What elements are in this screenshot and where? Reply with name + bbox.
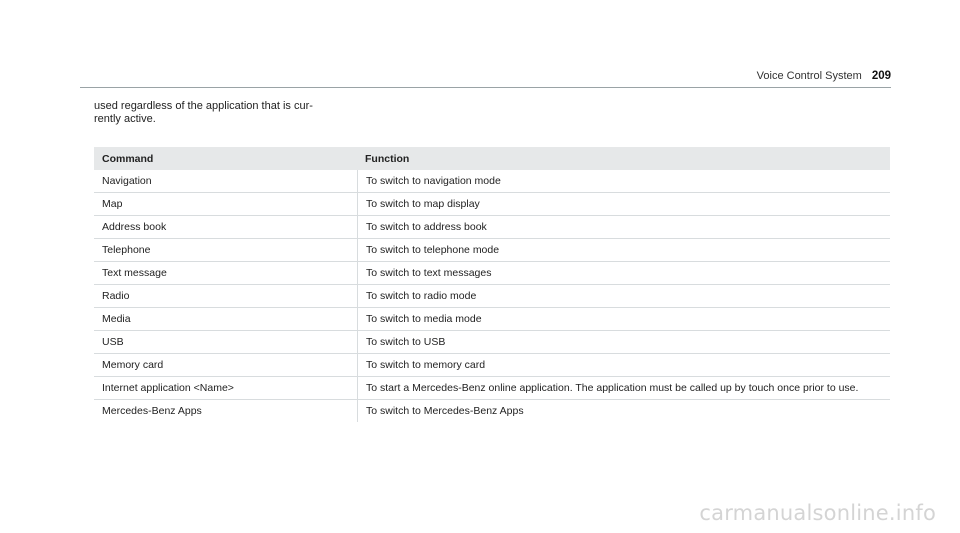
column-header-function: Function <box>365 152 410 165</box>
command-cell: Map <box>102 198 123 210</box>
function-cell: To switch to text messages <box>357 262 890 284</box>
page-header <box>757 70 891 82</box>
command-cell: Address book <box>102 221 167 233</box>
function-cell: To switch to Mercedes-Benz Apps <box>357 400 890 422</box>
function-cell: To switch to media mode <box>357 308 890 330</box>
section-title: Voice Control System <box>756 70 862 82</box>
table-row <box>94 377 890 400</box>
table-row <box>94 239 890 262</box>
command-cell: Text message <box>102 267 167 279</box>
intro-text: used regardless of the application that is cur- rently active. <box>94 100 313 125</box>
function-cell: To switch to map display <box>357 193 890 215</box>
table-row <box>94 308 890 331</box>
command-cell: Media <box>102 313 131 325</box>
function-cell: To switch to USB <box>357 331 890 353</box>
watermark-text: carmanualsonline.info <box>699 501 936 525</box>
header-divider <box>80 87 891 88</box>
table-row <box>94 170 890 193</box>
command-cell: Radio <box>102 290 130 302</box>
command-cell: Memory card <box>102 359 164 371</box>
function-cell: To switch to radio mode <box>357 285 890 307</box>
command-cell: USB <box>102 336 124 348</box>
voice-command-table <box>94 147 890 422</box>
table-row <box>94 400 890 422</box>
table-header <box>94 147 890 170</box>
page-number: 209 <box>871 70 891 82</box>
table-row <box>94 331 890 354</box>
table-row <box>94 285 890 308</box>
command-cell: Mercedes-Benz Apps <box>102 405 202 417</box>
table-row <box>94 193 890 216</box>
table-row <box>94 216 890 239</box>
column-header-command: Command <box>102 152 154 165</box>
command-cell: Telephone <box>102 244 151 256</box>
table-row <box>94 354 890 377</box>
table-row <box>94 262 890 285</box>
function-cell: To start a Mercedes-Benz online application. The application must be called up by touch once prior to use. <box>357 377 890 399</box>
function-cell: To switch to telephone mode <box>357 239 890 261</box>
function-cell: To switch to address book <box>357 216 890 238</box>
function-cell: To switch to navigation mode <box>357 170 890 192</box>
command-cell: Navigation <box>102 175 152 187</box>
command-cell: Internet application <Name> <box>102 382 234 394</box>
function-cell: To switch to memory card <box>357 354 890 376</box>
